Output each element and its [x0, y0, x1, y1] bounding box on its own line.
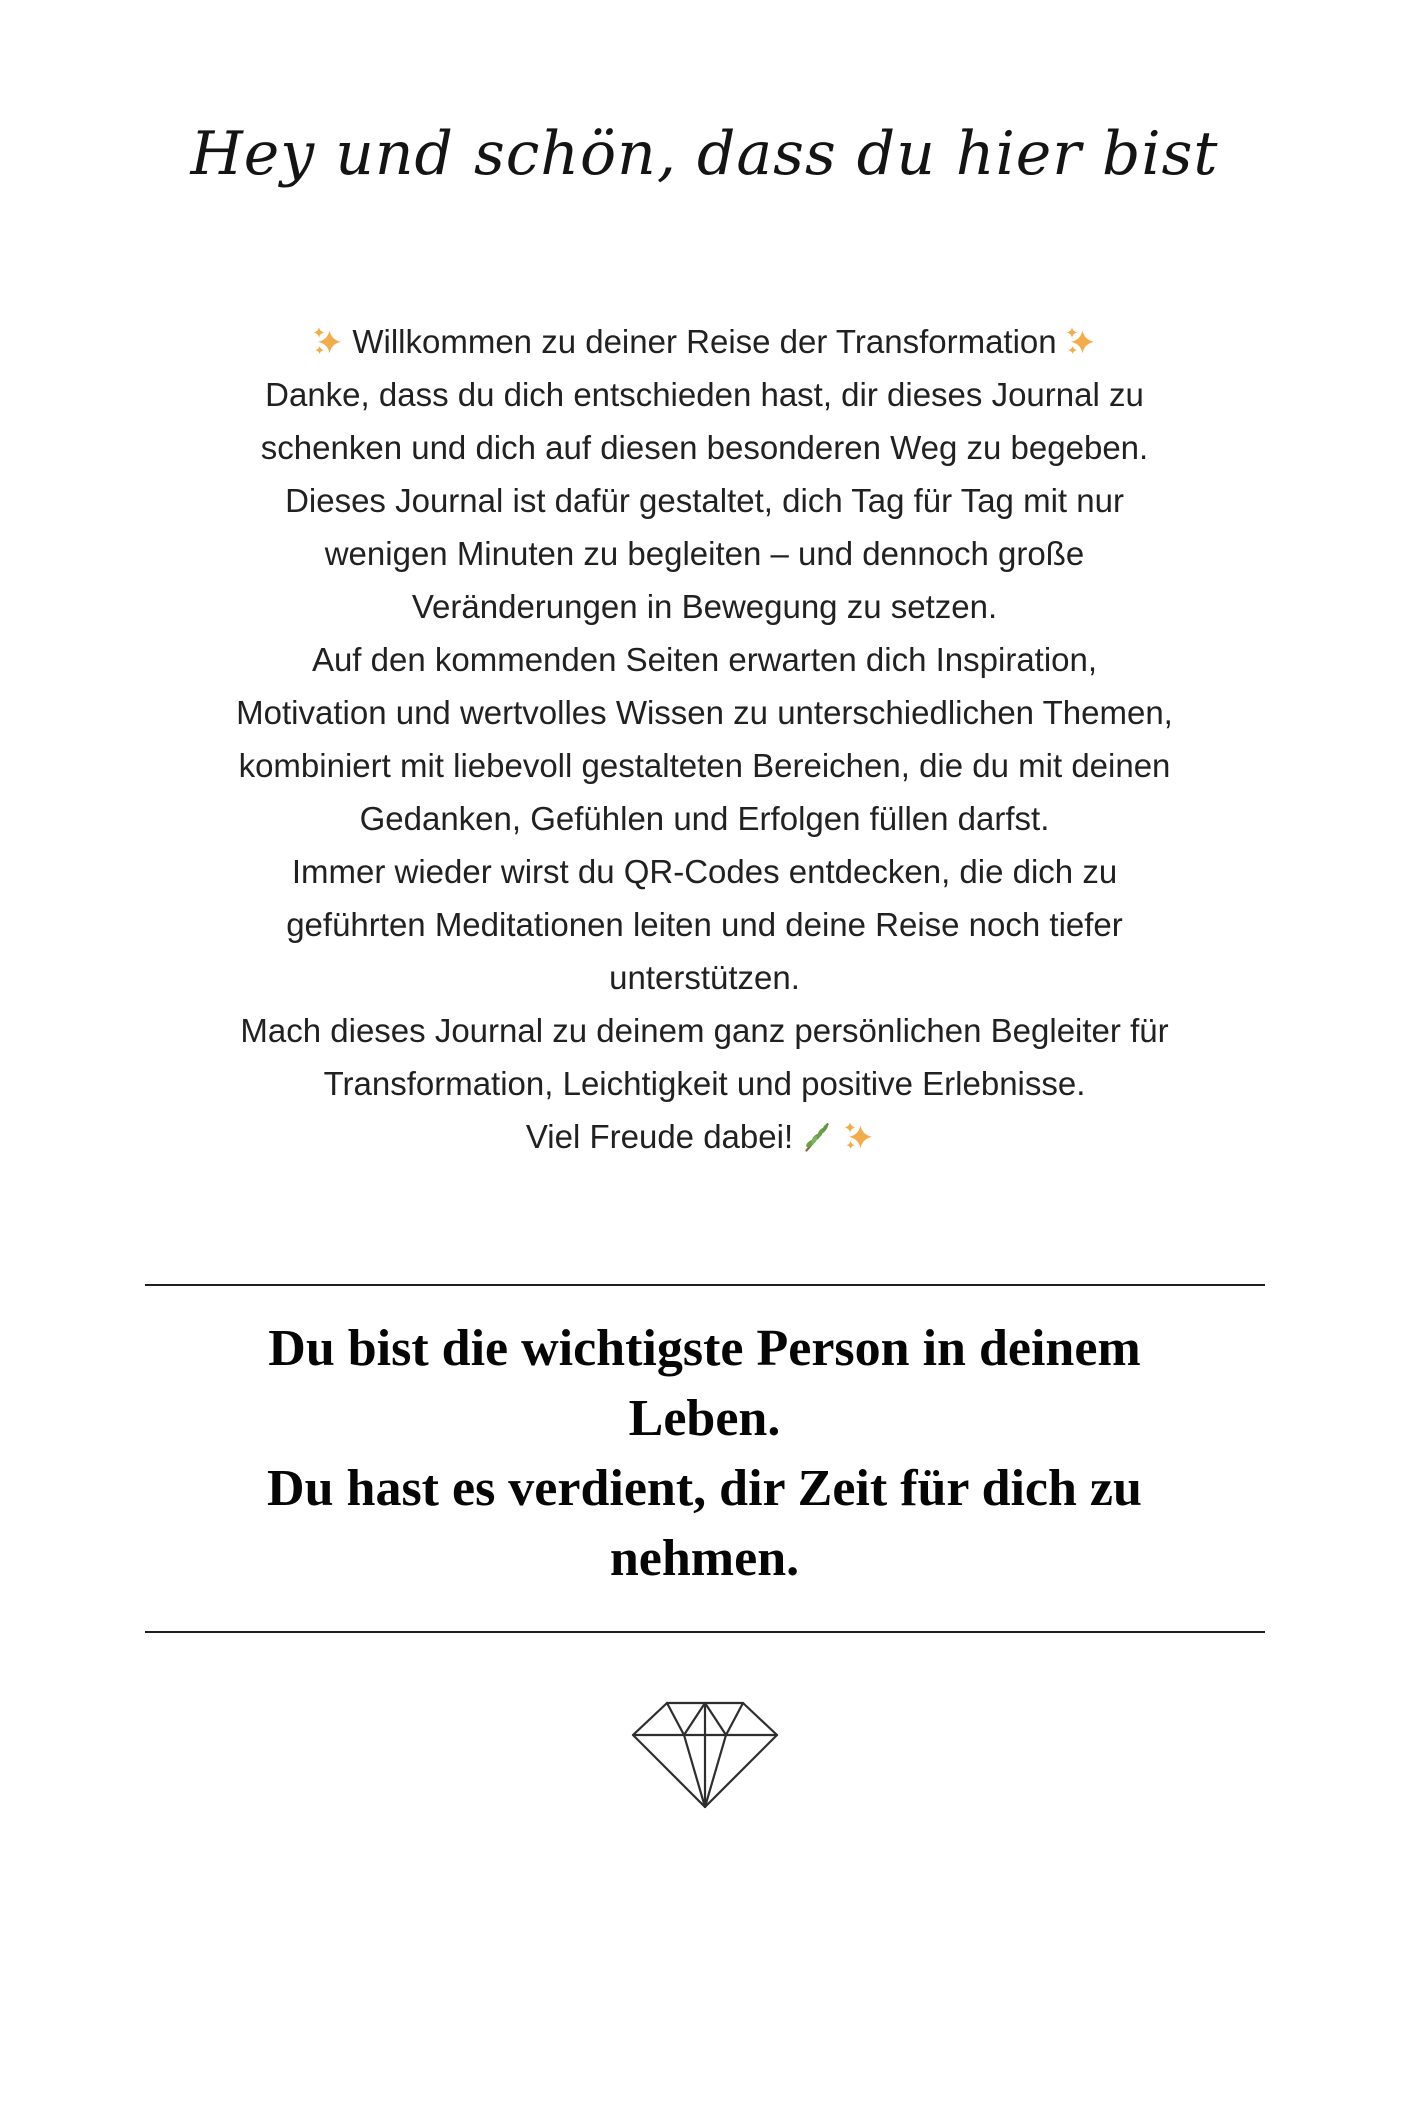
welcome-line: wenigen Minuten zu begleiten – und dennoch große — [324, 535, 1085, 572]
welcome-line: Dieses Journal ist dafür gestaltet, dich Tag für Tag mit nur — [285, 482, 1124, 519]
welcome-line: kombiniert mit liebevoll gestalteten Bereichen, die du mit deinen — [238, 747, 1171, 784]
page-title: Hey und schön, dass du hier bist — [190, 119, 1219, 189]
sparkles-icon — [310, 324, 346, 360]
welcome-line: Mach dieses Journal zu deinem ganz persönlichen Begleiter für — [240, 1012, 1169, 1049]
sparkles-icon — [1063, 324, 1099, 360]
herb-icon — [799, 1119, 835, 1155]
quote-line: Leben. — [628, 1390, 781, 1447]
welcome-line: Auf den kommenden Seiten erwarten dich Inspiration, — [311, 641, 1098, 678]
welcome-line: Gedanken, Gefühlen und Erfolgen füllen darfst. — [359, 800, 1050, 837]
welcome-line: Immer wieder wirst du QR-Codes entdecken, die dich zu — [291, 853, 1118, 890]
welcome-line-text: Willkommen zu deiner Reise der Transformation — [352, 323, 1057, 360]
welcome-line: geführten Meditationen leiten und deine Reise noch tiefer — [286, 906, 1123, 943]
welcome-line: Transformation, Leichtigkeit und positive Erlebnisse. — [323, 1065, 1086, 1102]
diamond-icon — [627, 1695, 783, 1813]
quote-line: Du bist die wichtigste Person in deinem — [268, 1320, 1141, 1377]
quote-line: nehmen. — [609, 1530, 800, 1587]
welcome-paragraph — [55, 315, 1355, 1163]
welcome-line: Motivation und wertvolles Wissen zu unterschiedlichen Themen, — [236, 694, 1173, 731]
divider-top — [145, 1284, 1265, 1286]
welcome-line: schenken und dich auf diesen besonderen Weg zu begeben. — [260, 429, 1149, 466]
welcome-line-text: Viel Freude dabei! — [525, 1118, 794, 1155]
welcome-line — [55, 1110, 1355, 1163]
sparkles-icon — [841, 1119, 877, 1155]
journal-welcome-page — [0, 118, 1409, 2118]
welcome-line — [55, 315, 1355, 368]
welcome-line: Veränderungen in Bewegung zu setzen. — [411, 588, 998, 625]
welcome-line: Danke, dass du dich entschieden hast, dir dieses Journal zu — [265, 376, 1144, 413]
quote-line: Du hast es verdient, dir Zeit für dich zu — [267, 1460, 1142, 1517]
welcome-line: unterstützen. — [609, 959, 800, 996]
affirmation-quote — [0, 1314, 1409, 1594]
divider-bottom — [145, 1631, 1265, 1633]
